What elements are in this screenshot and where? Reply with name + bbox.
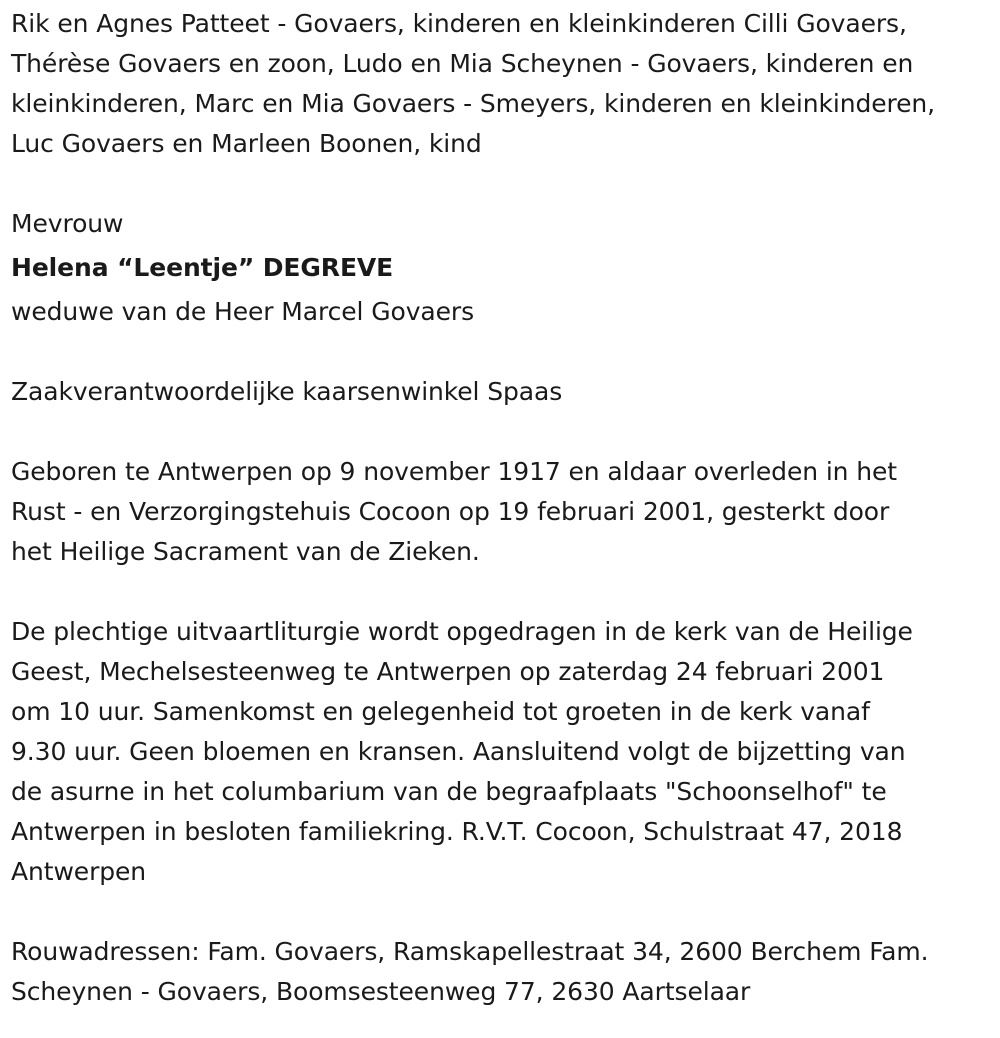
honorific: Mevrouw (11, 209, 124, 238)
address-line: Rouwadressen: Fam. Govaers, Ramskapellestraat 34, 2600 Berchem Fam. (11, 937, 929, 966)
birth-death-line: Geboren te Antwerpen op 9 november 1917 en aldaar overleden in het (11, 457, 897, 486)
spacer (11, 572, 996, 612)
occupation-line: Zaakverantwoordelijke kaarsenwinkel Spaas (11, 377, 563, 406)
family-line: Thérèse Govaers en zoon, Ludo en Mia Scheynen - Govaers, kinderen en (11, 49, 914, 78)
funeral-line: de asurne in het columbarium van de begraafplaats "Schoonselhof" te (11, 777, 887, 806)
addresses-paragraph (11, 932, 996, 1012)
family-line: Luc Govaers en Marleen Boonen, kind (11, 129, 482, 158)
deceased-name: Helena “Leentje” DEGREVE (11, 253, 394, 282)
spacer (11, 412, 996, 452)
address-line: Scheynen - Govaers, Boomsesteenweg 77, 2630 Aartselaar (11, 977, 751, 1006)
obituary-document (11, 4, 996, 1012)
family-paragraph (11, 4, 996, 164)
spacer (11, 340, 996, 372)
birth-death-paragraph (11, 452, 996, 572)
funeral-line: om 10 uur. Samenkomst en gelegenheid tot groeten in de kerk vanaf (11, 697, 870, 726)
widow-of-line: weduwe van de Heer Marcel Govaers (11, 297, 475, 326)
funeral-line: Antwerpen in besloten familiekring. R.V.T. Cocoon, Schulstraat 47, 2018 (11, 817, 903, 846)
funeral-line: De plechtige uitvaartliturgie wordt opgedragen in de kerk van de Heilige (11, 617, 913, 646)
funeral-line: Antwerpen (11, 857, 147, 886)
birth-death-line: het Heilige Sacrament van de Zieken. (11, 537, 480, 566)
family-line: Rik en Agnes Patteet - Govaers, kinderen en kleinkinderen Cilli Govaers, (11, 9, 907, 38)
family-line: kleinkinderen, Marc en Mia Govaers - Smeyers, kinderen en kleinkinderen, (11, 89, 935, 118)
funeral-paragraph (11, 612, 996, 892)
spacer (11, 164, 996, 204)
spacer (11, 892, 996, 932)
funeral-line: Geest, Mechelsesteenweg te Antwerpen op zaterdag 24 februari 2001 (11, 657, 885, 686)
birth-death-line: Rust - en Verzorgingstehuis Cocoon op 19 februari 2001, gesterkt door (11, 497, 890, 526)
funeral-line: 9.30 uur. Geen bloemen en kransen. Aansluitend volgt de bijzetting van (11, 737, 906, 766)
